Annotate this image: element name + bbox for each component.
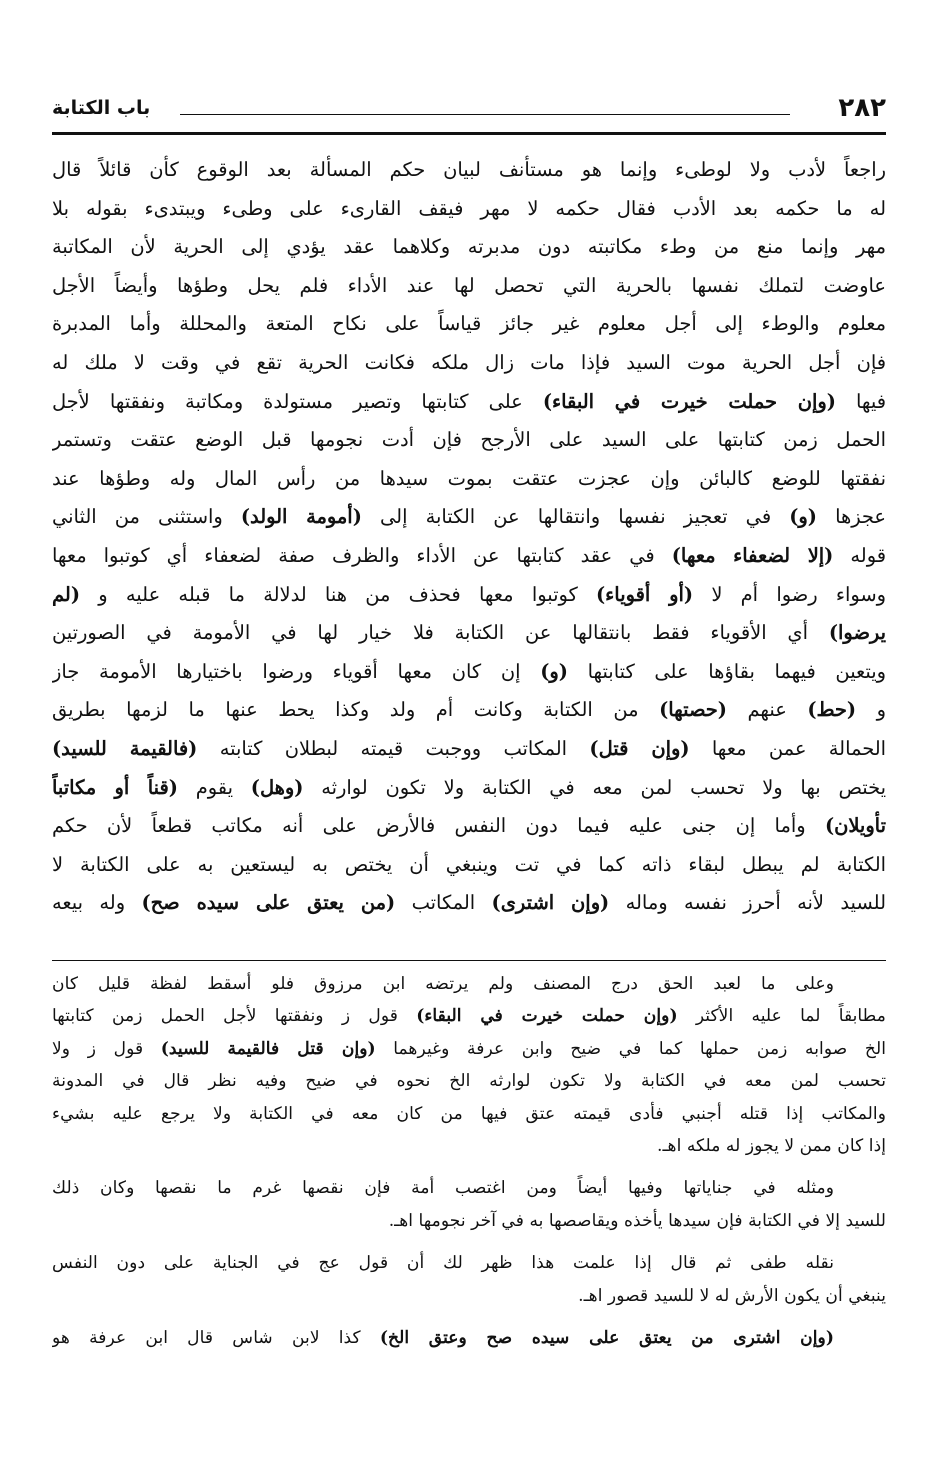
- bold-matn-quote: (أو أقوياء): [596, 582, 694, 606]
- footnote-paragraph: [52, 968, 886, 1162]
- line-text: للسيد لأنه أحرز نفسه وماله: [609, 891, 886, 915]
- line-text: قول ز ونفقتها لأجل الحمل زمن كتابتها: [52, 1006, 417, 1027]
- bold-matn-quote: (وإن اشترى): [491, 891, 610, 915]
- line-text: إن كان معها أقوياء ورضوا باختيارها الأمومة جاز: [52, 659, 541, 683]
- line-text: من الكتابة وكانت أم ولد وكذا يحط عنها ما لزمها بطريق: [52, 698, 660, 722]
- footnote-line: [52, 1033, 886, 1065]
- bold-matn-quote: (من يعتق على سيده صح): [141, 891, 396, 915]
- line-text: الخ صوابه زمن حملها كما في ضيح وابن عرفة وغيرهما: [375, 1038, 886, 1059]
- bold-matn-quote: يرضوا): [828, 621, 886, 645]
- text-line: فإن أجل الحرية موت السيد فإذا مات زال ملكه فكانت الحرية تقع في وقت لا ملك له: [52, 350, 886, 374]
- bold-matn-quote: (إلا لضعفاء معها): [671, 543, 834, 567]
- bold-matn-quote: (وإن حملت خيرت في البقاء): [416, 1006, 678, 1027]
- footnote-line: ومثله في جناياتها وفيها أيضاً ومن اغتصب أمة فإن نقصها غرم ما نقصها وكان ذلك: [52, 1178, 834, 1199]
- bold-matn-quote: تأويلان): [824, 814, 886, 838]
- line-text: يقوم: [177, 775, 251, 799]
- footnote-line: وعلى ما لعبد الحق درج المصنف ولم يرتضه ابن مرزوق فلو أسقط لفظة قليل كان: [52, 974, 834, 994]
- text-line: [52, 769, 886, 808]
- bold-matn-quote: (و): [789, 505, 817, 529]
- footnote-paragraph: [52, 1172, 886, 1237]
- bold-matn-quote: (وإن حملت خيرت في البقاء): [542, 389, 836, 413]
- running-header: [52, 92, 886, 128]
- text-line: له ما حكمه بعد الأدب فقال حكمه لا مهر فيقف القارىء على وطىء ويبتدىء بقوله بلا: [52, 196, 886, 220]
- line-text: قول ز ولا: [52, 1038, 161, 1059]
- text-line: [52, 807, 886, 846]
- footnote-paragraph: [52, 1322, 886, 1354]
- page-number: ٢٨٢: [838, 93, 886, 123]
- bold-matn-quote: (لم: [52, 582, 80, 606]
- footnote-line: والمكاتب إذا قتله أجنبي فأدى قيمته عتق فيها من كان معه في الكتابة ولا يرجع عليه بشيء: [52, 1103, 886, 1124]
- footnote-paragraph: [52, 1247, 886, 1312]
- line-text: على كتابتها وتصير مستولدة ومكاتبة ونفقتها لأجل: [52, 389, 543, 413]
- line-text: أي الأقوياء فقط بانتقالها عن الكتابة فلا خيار لها في الأمومة في الصورتين: [52, 621, 829, 645]
- line-text: في عقد كتابتها عن الأداء والظرف صفة لضعفاء أي كوتبوا معها: [52, 543, 672, 567]
- text-line: [52, 614, 886, 653]
- footnote-line: [52, 1322, 886, 1354]
- text-line: معلوم والوطء إلى أجل معلوم غير جائز قياساً على نكاح المتعة والمحللة وأما المدبرة: [52, 312, 886, 336]
- footnote-line: تحسب لمن معه في الكتابة ولا تكون لوارثه الخ نحوه في ضيح وفيه نظر قال في المدونة: [52, 1071, 886, 1092]
- bold-matn-quote: (أمومة الولد): [240, 505, 362, 529]
- footnote-separator: [52, 960, 886, 961]
- chapter-title: باب الكتابة: [52, 97, 151, 119]
- bold-matn-quote: (حصتها): [659, 698, 727, 722]
- bold-matn-quote: (و): [540, 659, 568, 683]
- line-text: عجزها: [816, 505, 886, 529]
- footnote-line: [52, 1000, 886, 1032]
- line-text: وسواء رضوا أم لا: [693, 582, 886, 606]
- footnotes: [52, 968, 886, 1364]
- bold-matn-quote: (وإن اشترى من يعتق على سيده صح وعتق الخ): [379, 1327, 834, 1348]
- text-line: الحمل زمن كتابتها على السيد على الأرجح فإن أدت نجومها قبل الوضع عتقت وتستمر: [52, 428, 886, 452]
- bold-matn-quote: (وإن قتل): [589, 736, 690, 760]
- line-text: قوله: [833, 543, 886, 567]
- text-line: الكتابة لم يبطل لبقاء ذاته كما في تت وينبغي أن يختص به ليستعين به على الكتابة لا: [52, 852, 886, 876]
- line-text: مطابقاً لما عليه الأكثر: [677, 1006, 886, 1027]
- text-line: [52, 884, 886, 923]
- line-text: فيها: [835, 389, 886, 413]
- line-text: وله بيعه: [52, 891, 142, 915]
- header-divider-line: [180, 114, 790, 115]
- text-line: [52, 537, 886, 576]
- line-text: و: [856, 698, 886, 722]
- text-line: [52, 383, 886, 422]
- line-text: ويتعين فيهما بقاؤها على كتابتها: [567, 659, 886, 683]
- footnote-line: إذا كان ممن لا يجوز له ملكه اهـ.: [657, 1135, 886, 1156]
- text-line: مهر وإنما منع من وطء مكاتبته دون مدبرته وكلاهما عقد يؤدي إلى الحرية لأن المكاتبة: [52, 235, 886, 259]
- line-text: في تعجيز نفسها وانتقالها عن الكتابة إلى: [361, 505, 790, 529]
- bold-matn-quote: (حط): [807, 698, 857, 722]
- text-line: [52, 691, 886, 730]
- main-text: [52, 151, 886, 923]
- line-text: كذا لابن شاس قال ابن عرفة هو: [52, 1327, 380, 1348]
- line-text: يختص بها ولا تحسب لمن معه في الكتابة ولا تكون لوارثه: [303, 775, 886, 799]
- bold-matn-quote: (فالقيمة للسيد): [52, 736, 198, 760]
- line-text: عنهم: [726, 698, 808, 722]
- line-text: المكاتب: [395, 891, 492, 915]
- text-line: [52, 653, 886, 692]
- line-text: واستثنى من الثاني: [52, 505, 241, 529]
- text-line: نفقتها للوضع كالبائن وإن عجزت عتقت بموت سيدها من رأس المال وله وطؤها عند: [52, 466, 886, 490]
- footnote-line: ينبغي أن يكون الأرش له لا للسيد قصور اهـ.: [578, 1285, 886, 1306]
- header-rule: [52, 132, 886, 135]
- bold-matn-quote: (وإن قتل فالقيمة للسيد): [160, 1038, 376, 1059]
- text-line: راجعاً لأدب ولا لوطىء وإنما هو مستأنف لبيان حكم المسألة بعد الوقوع كأن قائلاً قال: [52, 158, 886, 181]
- footnote-line: نقله طفى ثم قال إذا علمت هذا ظهر لك أن قول عج في الجناية على دون النفس: [52, 1253, 834, 1274]
- text-line: [52, 498, 886, 537]
- text-line: [52, 730, 886, 769]
- bold-matn-quote: (وهل): [250, 775, 304, 799]
- line-text: المكاتب ووجبت قيمته لبطلان كتابته: [197, 736, 590, 760]
- line-text: الحمالة عمن معها: [689, 736, 886, 760]
- text-line: عاوضت لتملك نفسها بالحرية التي تحصل لها عند الأداء فلم يحل وطؤها وأيضاً الأجل: [52, 273, 886, 297]
- line-text: كوتبوا معها فحذف من هنا لدلالة ما قبله عليه و: [80, 582, 596, 606]
- text-line: [52, 576, 886, 615]
- footnote-line: للسيد إلا في الكتابة فإن سيدها يأخذه ويقاصصها به في آخر نجومها اهـ.: [388, 1210, 886, 1231]
- line-text: وأما إن جنى عليه فيما دون النفس فالأرض على أنه مكاتب قطعاً لأن حكم: [52, 814, 825, 838]
- bold-matn-quote: (قناً أو مكاتباً: [52, 775, 178, 799]
